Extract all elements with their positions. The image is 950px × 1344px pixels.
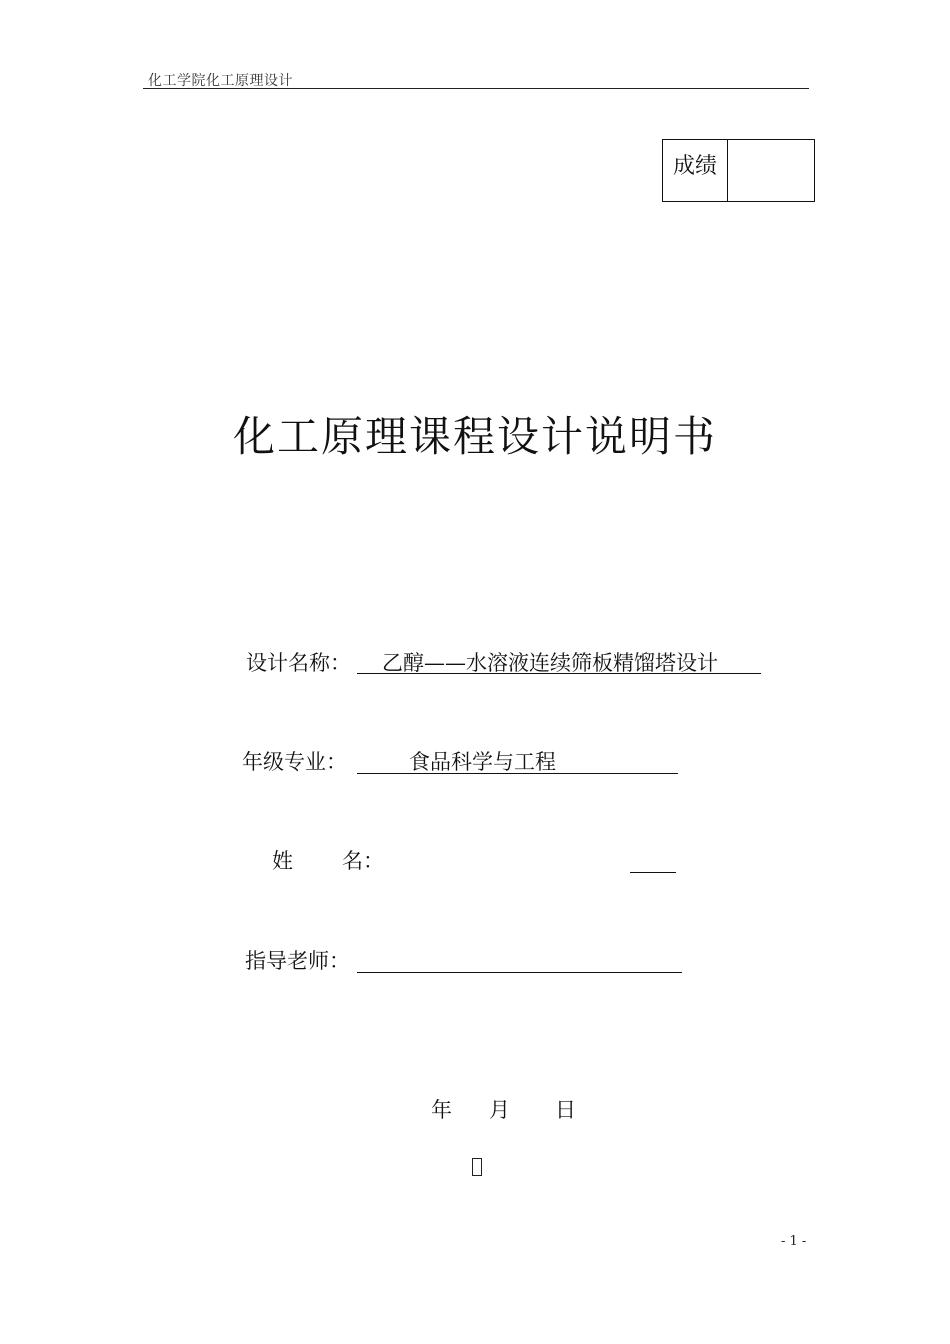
grade-box bbox=[662, 139, 815, 202]
document-title: 化工原理课程设计说明书 bbox=[232, 412, 717, 461]
header-rule bbox=[143, 88, 809, 89]
missing-glyph-box bbox=[472, 1158, 482, 1176]
grade-major-value: 食品科学与工程 bbox=[409, 750, 556, 774]
grade-value-cell bbox=[728, 140, 814, 201]
name-label-given: 名： bbox=[342, 849, 384, 873]
grade-major-underline bbox=[357, 773, 678, 774]
page-header-text: 化工学院化工原理设计 bbox=[148, 73, 293, 89]
name-label-surname: 姓 bbox=[272, 849, 293, 873]
name-underline bbox=[630, 872, 676, 873]
design-name-underline bbox=[357, 673, 761, 674]
design-name-label: 设计名称： bbox=[246, 651, 351, 675]
grade-label: 成绩 bbox=[663, 140, 728, 201]
advisor-label: 指导老师： bbox=[245, 949, 350, 973]
date-day: 日 bbox=[555, 1098, 576, 1122]
date-year: 年 bbox=[431, 1098, 452, 1122]
grade-major-label: 年级专业： bbox=[242, 750, 347, 774]
page-number: - 1 - bbox=[781, 1234, 807, 1249]
design-name-value: 乙醇——水溶液连续筛板精馏塔设计 bbox=[382, 651, 718, 675]
date-month: 月 bbox=[489, 1098, 510, 1122]
advisor-underline bbox=[357, 972, 682, 973]
